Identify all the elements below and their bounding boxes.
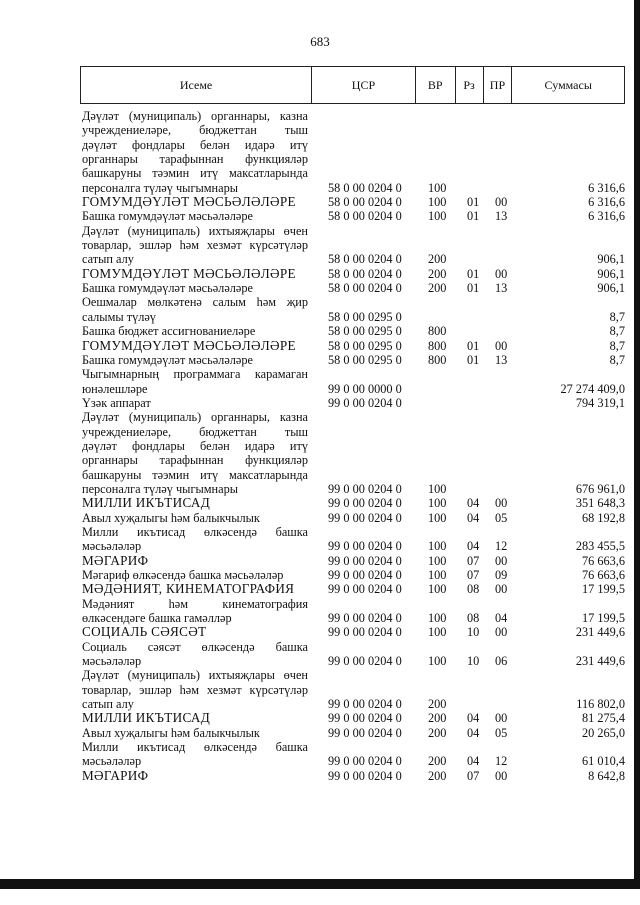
row-name-line: салымы түләү xyxy=(82,309,156,324)
row-name-line: МӘДӘНИЯТ, КИНЕМАТОГРАФИЯ xyxy=(82,581,295,597)
row-pr: 00 xyxy=(495,768,508,783)
row-sum: 61 010,4 xyxy=(581,754,625,769)
row-rz: 10 xyxy=(467,625,480,640)
row-name-line: персоналга түләү чыгымнары xyxy=(82,481,238,496)
row-sum: 906,1 xyxy=(597,281,625,296)
row-pr: 13 xyxy=(495,209,508,224)
row-sum: 6 316,6 xyxy=(588,209,625,224)
row-csr: 58 0 00 0204 0 xyxy=(328,195,402,210)
row-csr: 58 0 00 0295 0 xyxy=(328,338,402,353)
row-sum: 8,7 xyxy=(609,338,625,353)
row-name-line: Милли икътисад өлкәсендә башка xyxy=(82,740,308,755)
table-row xyxy=(82,209,627,223)
row-csr: 99 0 00 0204 0 xyxy=(328,711,402,726)
row-name-line: СОЦИАЛЬ СӘЯСӘТ xyxy=(82,624,207,640)
row-name-line: мәсьәләләр xyxy=(82,539,142,554)
row-sum: 231 449,6 xyxy=(575,625,625,640)
row-name-line: Социаль сәясәт өлкәсендә башка xyxy=(82,639,308,654)
row-vr: 200 xyxy=(428,711,447,726)
header-pr: ПР xyxy=(484,67,513,103)
row-rz: 01 xyxy=(467,281,480,296)
table-row xyxy=(82,339,627,353)
row-sum: 8,7 xyxy=(609,324,625,339)
row-name-line: учреждениеләре, бюджеттан тыш xyxy=(82,424,308,439)
row-vr: 100 xyxy=(428,510,447,525)
row-pr: 00 xyxy=(495,625,508,640)
row-name-line: башкаруны тәэмин итү максатларында xyxy=(82,467,308,482)
row-csr: 58 0 00 0295 0 xyxy=(328,324,402,339)
row-sum: 794 319,1 xyxy=(575,395,625,410)
row-pr: 05 xyxy=(495,510,508,525)
table-body xyxy=(82,109,627,783)
row-name-line: дәүләт фондлары белән идарә итү xyxy=(82,438,308,453)
row-rz: 07 xyxy=(467,768,480,783)
table-row xyxy=(82,367,627,396)
row-name-line: Мәдәният һәм кинематография xyxy=(82,596,308,611)
row-pr: 00 xyxy=(495,195,508,210)
table-row xyxy=(82,224,627,267)
row-name xyxy=(82,568,308,582)
row-name xyxy=(82,525,308,554)
row-rz: 08 xyxy=(467,611,480,626)
row-vr: 800 xyxy=(428,324,447,339)
row-sum: 6 316,6 xyxy=(588,195,625,210)
row-vr: 100 xyxy=(428,481,447,496)
table-row xyxy=(82,396,627,410)
row-name-line: ГОМУМДӘҮЛӘТ МӘСЬӘЛӘЛӘРЕ xyxy=(82,194,296,210)
row-sum: 8,7 xyxy=(609,309,625,324)
row-sum: 6 316,6 xyxy=(588,180,625,195)
table-row xyxy=(82,281,627,295)
row-csr: 99 0 00 0204 0 xyxy=(328,481,402,496)
row-name-line: Оешмалар мөлкәтенә салым һәм җир xyxy=(82,295,308,310)
row-name xyxy=(82,511,308,525)
row-name-line: ГОМУМДӘҮЛӘТ МӘСЬӘЛӘЛӘРЕ xyxy=(82,337,296,353)
row-name-line: Башка гомумдәүләт мәсьәләләре xyxy=(82,281,253,296)
table-row xyxy=(82,324,627,338)
row-csr: 99 0 00 0204 0 xyxy=(328,625,402,640)
row-name xyxy=(82,726,308,740)
row-csr: 99 0 00 0204 0 xyxy=(328,754,402,769)
table-row xyxy=(82,726,627,740)
row-csr: 99 0 00 0204 0 xyxy=(328,725,402,740)
table-row xyxy=(82,525,627,554)
row-name xyxy=(82,267,308,281)
row-vr: 200 xyxy=(428,768,447,783)
row-sum: 27 274 409,0 xyxy=(560,381,625,396)
row-name xyxy=(82,195,308,209)
row-vr: 100 xyxy=(428,195,447,210)
row-vr: 800 xyxy=(428,352,447,367)
row-name xyxy=(82,668,308,711)
row-csr: 58 0 00 0295 0 xyxy=(328,309,402,324)
row-name xyxy=(82,224,308,267)
row-csr: 99 0 00 0000 0 xyxy=(328,381,402,396)
row-name-line: Башка бюджет ассигнованиеләре xyxy=(82,324,256,339)
row-name-line: Дәүләт (муниципаль) органнары, казна xyxy=(82,410,308,425)
row-vr: 100 xyxy=(428,582,447,597)
header-sum: Суммасы xyxy=(544,77,592,92)
row-sum: 17 199,5 xyxy=(581,582,625,597)
row-csr: 58 0 00 0204 0 xyxy=(328,281,402,296)
row-vr: 200 xyxy=(428,252,447,267)
row-vr: 100 xyxy=(428,611,447,626)
row-rz: 04 xyxy=(467,539,480,554)
table-row xyxy=(82,195,627,209)
row-pr: 13 xyxy=(495,352,508,367)
row-name-line: МИЛЛИ ИКЪТИСАД xyxy=(82,495,211,511)
row-rz: 01 xyxy=(467,195,480,210)
table-row xyxy=(82,668,627,711)
row-csr: 58 0 00 0204 0 xyxy=(328,209,402,224)
row-name-line: юнәлешләре xyxy=(82,381,148,396)
row-vr: 100 xyxy=(428,209,447,224)
row-name-line: Авыл хуҗалыгы һәм балыкчылык xyxy=(82,725,260,740)
row-name xyxy=(82,582,308,596)
row-name xyxy=(82,324,308,338)
row-name-line: персоналга түләү чыгымнары xyxy=(82,180,238,195)
row-name xyxy=(82,281,308,295)
header-vr: ВР xyxy=(416,67,456,103)
row-rz: 04 xyxy=(467,510,480,525)
row-rz: 01 xyxy=(467,209,480,224)
row-vr: 200 xyxy=(428,754,447,769)
row-name-line: мәсьәләләр xyxy=(82,654,142,669)
row-name xyxy=(82,496,308,510)
row-csr: 99 0 00 0204 0 xyxy=(328,768,402,783)
table-header xyxy=(80,66,625,104)
table-row xyxy=(82,109,627,195)
row-name-line: органнары тарафыннан функцияләр xyxy=(82,152,308,167)
row-name-line: ГОМУМДӘҮЛӘТ МӘСЬӘЛӘЛӘРЕ xyxy=(82,265,296,281)
table-row xyxy=(82,625,627,639)
row-vr: 100 xyxy=(428,625,447,640)
header-csr: ЦСР xyxy=(312,67,416,103)
row-csr: 99 0 00 0204 0 xyxy=(328,582,402,597)
row-sum: 906,1 xyxy=(597,266,625,281)
page-number: 683 xyxy=(310,34,330,49)
row-vr: 200 xyxy=(428,266,447,281)
row-name-line: сатып алу xyxy=(82,697,134,712)
row-name xyxy=(82,740,308,769)
row-vr: 200 xyxy=(428,281,447,296)
row-name-line: дәүләт фондлары белән идарә итү xyxy=(82,137,308,152)
row-rz: 01 xyxy=(467,266,480,281)
row-csr: 58 0 00 0204 0 xyxy=(328,180,402,195)
row-csr: 99 0 00 0204 0 xyxy=(328,697,402,712)
table-row xyxy=(82,568,627,582)
row-pr: 00 xyxy=(495,553,508,568)
row-pr: 04 xyxy=(495,611,508,626)
row-name xyxy=(82,209,308,223)
row-rz: 01 xyxy=(467,338,480,353)
row-sum: 351 648,3 xyxy=(575,496,625,511)
row-sum: 76 663,6 xyxy=(581,568,625,582)
row-name-line: өлкәсендәге башка гамәлләр xyxy=(82,611,232,626)
row-name xyxy=(82,339,308,353)
row-name-line: учреждениеләре, бюджеттан тыш xyxy=(82,123,308,138)
row-name-line: Милли икътисад өлкәсендә башка xyxy=(82,524,308,539)
row-name-line: МИЛЛИ ИКЪТИСАД xyxy=(82,710,211,726)
row-sum: 81 275,4 xyxy=(581,711,625,726)
row-vr: 200 xyxy=(428,725,447,740)
row-csr: 99 0 00 0204 0 xyxy=(328,496,402,511)
table-row xyxy=(82,740,627,769)
row-name-line: башкаруны тәэмин итү максатларында xyxy=(82,166,308,181)
row-sum: 20 265,0 xyxy=(581,725,625,740)
row-name xyxy=(82,109,308,195)
row-csr: 58 0 00 0295 0 xyxy=(328,352,402,367)
row-pr: 12 xyxy=(495,754,508,769)
row-vr: 100 xyxy=(428,180,447,195)
row-pr: 06 xyxy=(495,654,508,669)
row-name-line: МӘГАРИФ xyxy=(82,552,149,568)
row-rz: 04 xyxy=(467,711,480,726)
row-pr: 12 xyxy=(495,539,508,554)
row-sum: 676 961,0 xyxy=(575,481,625,496)
table-row xyxy=(82,496,627,510)
row-name xyxy=(82,353,308,367)
table-row xyxy=(82,511,627,525)
row-pr: 09 xyxy=(495,568,508,582)
row-name-line: Дәүләт (муниципаль) ихтыяҗлары өчен xyxy=(82,668,308,683)
table-row xyxy=(82,582,627,596)
row-rz: 01 xyxy=(467,352,480,367)
row-pr: 00 xyxy=(495,496,508,511)
row-name xyxy=(82,396,308,410)
row-pr: 00 xyxy=(495,582,508,597)
row-pr: 13 xyxy=(495,281,508,296)
row-sum: 68 192,8 xyxy=(581,510,625,525)
row-pr: 00 xyxy=(495,338,508,353)
row-name-line: органнары тарафыннан функцияләр xyxy=(82,453,308,468)
row-name-line: сатып алу xyxy=(82,252,134,267)
table-row xyxy=(82,295,627,324)
scan-edge-right xyxy=(634,0,640,889)
row-vr: 200 xyxy=(428,697,447,712)
row-name-line: Башка гомумдәүләт мәсьәләләре xyxy=(82,352,253,367)
row-name-line: МӘГАРИФ xyxy=(82,767,149,783)
table-row xyxy=(82,640,627,669)
row-csr: 99 0 00 0204 0 xyxy=(328,654,402,669)
row-name-line: Авыл хуҗалыгы һәм балыкчылык xyxy=(82,510,260,525)
table-row xyxy=(82,353,627,367)
table-row xyxy=(82,554,627,568)
row-sum: 76 663,6 xyxy=(581,553,625,568)
row-rz: 04 xyxy=(467,725,480,740)
row-vr: 100 xyxy=(428,553,447,568)
row-name-line: Башка гомумдәүләт мәсьәләләре xyxy=(82,209,253,224)
row-csr: 99 0 00 0204 0 xyxy=(328,510,402,525)
row-vr: 100 xyxy=(428,539,447,554)
row-name-line: товарлар, эшләр һәм хезмәт күрсәтүләр xyxy=(82,238,308,253)
row-rz: 10 xyxy=(467,654,480,669)
row-csr: 99 0 00 0204 0 xyxy=(328,553,402,568)
row-name xyxy=(82,295,308,324)
row-name xyxy=(82,367,308,396)
row-sum: 8,7 xyxy=(609,352,625,367)
row-sum: 231 449,6 xyxy=(575,654,625,669)
row-name xyxy=(82,554,308,568)
header-name: Исеме xyxy=(81,67,312,103)
row-rz: 08 xyxy=(467,582,480,597)
row-pr: 05 xyxy=(495,725,508,740)
row-rz: 04 xyxy=(467,754,480,769)
row-pr: 00 xyxy=(495,266,508,281)
row-vr: 100 xyxy=(428,496,447,511)
row-name-line: Мәгариф өлкәсендә башка мәсьәләләр xyxy=(82,568,284,582)
row-csr: 99 0 00 0204 0 xyxy=(328,539,402,554)
row-name-line: Дәүләт (муниципаль) органнары, казна xyxy=(82,109,308,123)
row-sum: 283 455,5 xyxy=(575,539,625,554)
row-rz: 07 xyxy=(467,568,480,582)
row-rz: 07 xyxy=(467,553,480,568)
row-sum: 906,1 xyxy=(597,252,625,267)
row-sum: 8 642,8 xyxy=(588,768,625,783)
row-csr: 99 0 00 0204 0 xyxy=(328,568,402,582)
row-vr: 100 xyxy=(428,654,447,669)
row-name xyxy=(82,625,308,639)
table-row xyxy=(82,597,627,626)
row-csr: 58 0 00 0204 0 xyxy=(328,266,402,281)
row-sum: 17 199,5 xyxy=(581,611,625,626)
table-row xyxy=(82,267,627,281)
row-name xyxy=(82,597,308,626)
row-csr: 99 0 00 0204 0 xyxy=(328,395,402,410)
row-name-line: мәсьәләләр xyxy=(82,754,142,769)
row-vr: 100 xyxy=(428,568,447,582)
row-csr: 58 0 00 0204 0 xyxy=(328,252,402,267)
row-name xyxy=(82,640,308,669)
table-row xyxy=(82,410,627,496)
row-rz: 04 xyxy=(467,496,480,511)
row-name-line: Дәүләт (муниципаль) ихтыяҗлары өчен xyxy=(82,223,308,238)
row-csr: 99 0 00 0204 0 xyxy=(328,611,402,626)
row-name-line: Үзәк аппарат xyxy=(82,395,151,410)
row-name xyxy=(82,711,308,725)
table-row xyxy=(82,769,627,783)
row-vr: 800 xyxy=(428,338,447,353)
scan-edge-bottom xyxy=(0,879,640,889)
row-sum: 116 802,0 xyxy=(576,697,625,712)
row-name xyxy=(82,769,308,783)
row-name-line: товарлар, эшләр һәм хезмәт күрсәтүләр xyxy=(82,682,308,697)
row-name xyxy=(82,410,308,496)
row-pr: 00 xyxy=(495,711,508,726)
header-rz: Рз xyxy=(456,67,484,103)
table-row xyxy=(82,711,627,725)
row-name-line: Чыгымнарның программага карамаган xyxy=(82,367,308,382)
